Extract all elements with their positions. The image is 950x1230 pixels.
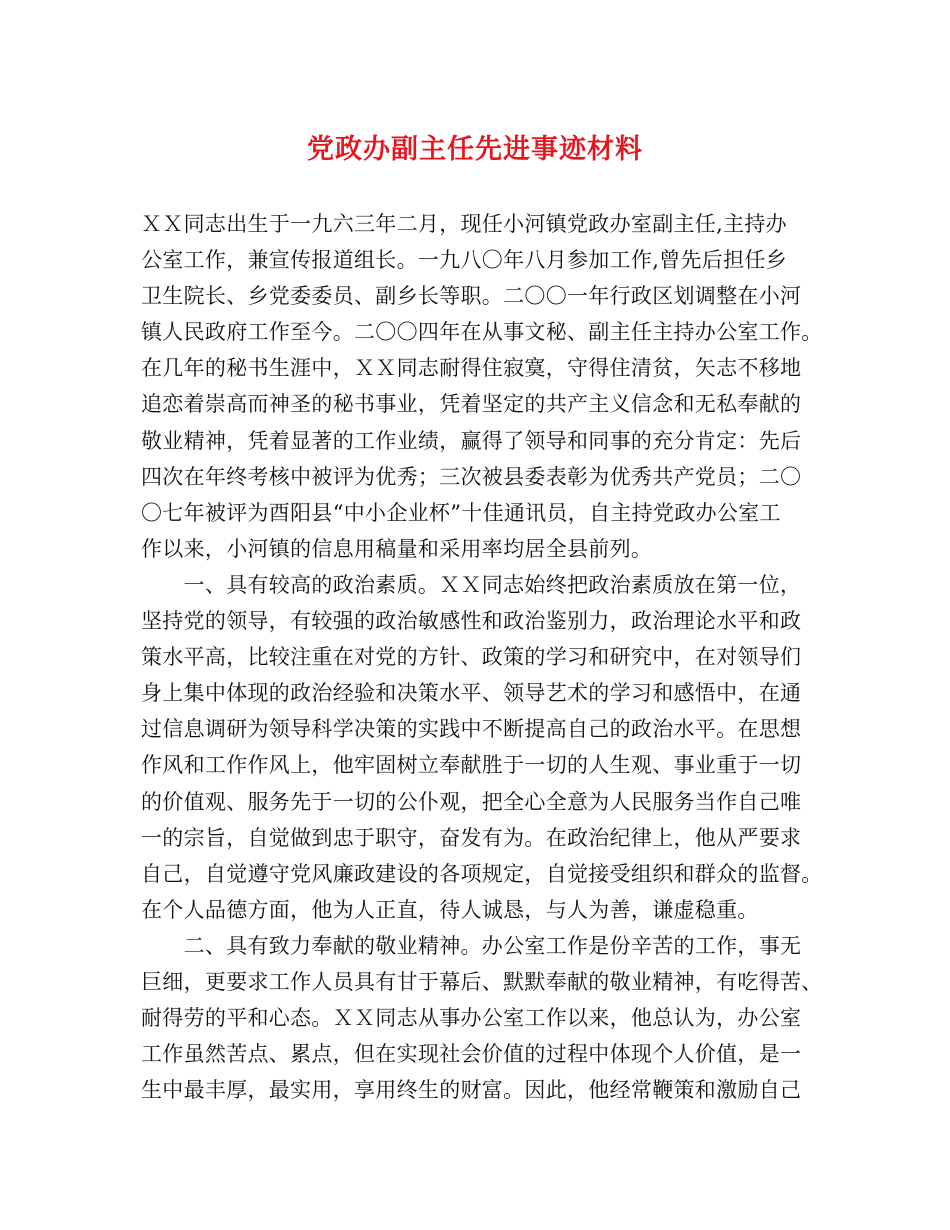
body-line: 四次在年终考核中被评为优秀；三次被县委表彰为优秀共产党员；二〇 xyxy=(141,464,802,489)
body-line: 的价值观、服务先于一切的公仆观，把全心全意为人民服务当作自己唯 xyxy=(141,789,802,814)
body-line: 镇人民政府工作至今。二〇〇四年在从事文秘、副主任主持办公室工作。 xyxy=(141,320,823,345)
body-line: 追恋着崇高而神圣的秘书事业，凭着坚定的共产主义信念和无私奉献的 xyxy=(141,392,802,417)
body-line: 在个人品德方面，他为人正直，待人诚恳，与人为善，谦虚稳重。 xyxy=(141,897,759,922)
body-line: 策水平高，比较注重在对党的方针、政策的学习和研究中，在对领导们 xyxy=(141,645,802,670)
body-line: 公室工作，兼宣传报道组长。一九八〇年八月参加工作,曾先后担任乡 xyxy=(141,248,787,273)
body-line: 坚持党的领导，有较强的政治敏感性和政治鉴别力，政治理论水平和政 xyxy=(141,609,802,634)
body-line: 作风和工作作风上，他牢固树立奉献胜于一切的人生观、事业重于一切 xyxy=(141,753,802,778)
body-line: 自己，自觉遵守党风廉政建设的各项规定，自觉接受组织和群众的监督。 xyxy=(141,861,823,886)
body-line: 〇七年被评为酉阳县“中小企业杯”十佳通讯员，自主持党政办公室工 xyxy=(141,500,781,525)
body-line: 过信息调研为领导科学决策的实践中不断提高自己的政治水平。在思想 xyxy=(141,717,802,742)
body-line: 作以来，小河镇的信息用稿量和采用率均居全县前列。 xyxy=(141,536,653,561)
body-line: 卫生院长、乡党委委员、副乡长等职。二〇〇一年行政区划调整在小河 xyxy=(141,284,802,309)
body-line: 生中最丰厚，最实用，享用终生的财富。因此，他经常鞭策和激励自己 xyxy=(141,1078,802,1103)
document-title: 党政办副主任先进事迹材料 xyxy=(307,134,643,165)
body-line: 二、具有致力奉献的敬业精神。办公室工作是份辛苦的工作，事无 xyxy=(141,933,802,958)
body-line: 敬业精神，凭着显著的工作业绩，赢得了领导和同事的充分肯定：先后 xyxy=(141,428,802,453)
body-line: 在几年的秘书生涯中，ＸＸ同志耐得住寂寞，守得住清贫，矢志不移地 xyxy=(141,356,802,381)
body-line: 一、具有较高的政治素质。ＸＸ同志始终把政治素质放在第一位， xyxy=(141,572,802,597)
body-line: ＸＸ同志出生于一九六三年二月，现任小河镇党政办室副主任,主持办 xyxy=(141,212,787,236)
body-line: 一的宗旨，自觉做到忠于职守，奋发有为。在政治纪律上，他从严要求 xyxy=(141,825,802,850)
body-line: 工作虽然苦点、累点，但在实现社会价值的过程中体现个人价值，是一 xyxy=(141,1042,802,1067)
document-body xyxy=(141,206,821,1108)
body-line: 耐得劳的平和心态。ＸＸ同志从事办公室工作以来，他总认为，办公室 xyxy=(141,1006,802,1031)
body-line: 身上集中体现的政治经验和决策水平、领导艺术的学习和感悟中，在通 xyxy=(141,681,802,706)
body-line: 巨细，更要求工作人员具有甘于幕后、默默奉献的敬业精神，有吃得苦、 xyxy=(141,969,823,994)
